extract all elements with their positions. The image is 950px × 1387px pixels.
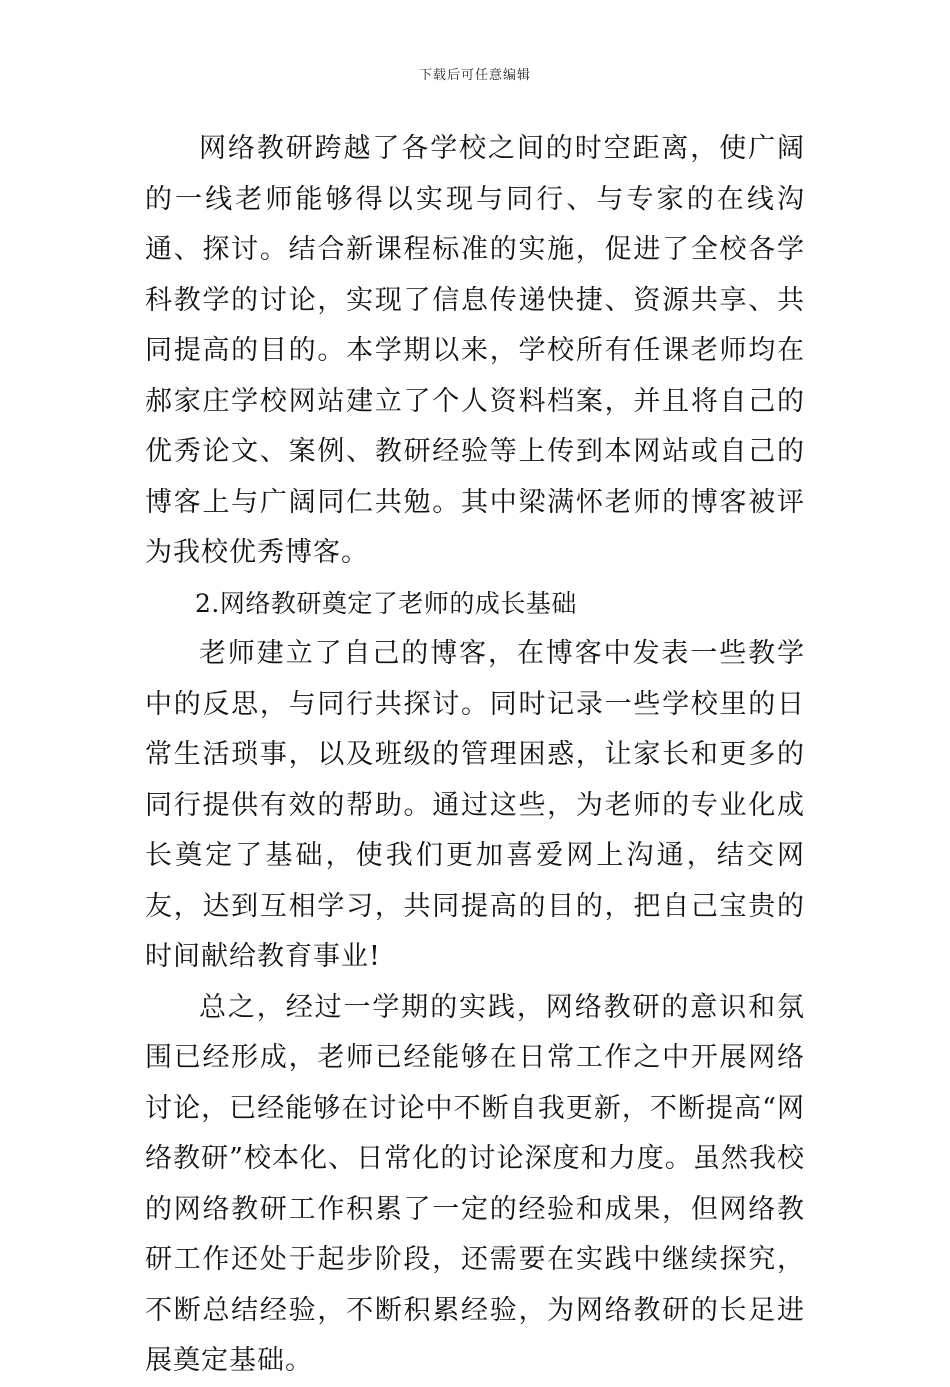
section-heading: 2.网络教研奠定了老师的成长基础 [195,588,577,618]
paragraph-teacher-blogs: 老师建立了自己的博客，在博客中发表一些教学中的反思，与同行共探讨。同时记录一些学校里的日常生活琐事，以及班级的管理困惑，让家长和更多的同行提供有效的帮助。通过这些，为老师的专业化成长奠定了基础，使我们更加喜爱网上沟通，结交网友，达到互相学习，共同提高的目的，把自己宝贵的时间献给教育事业! [145,638,805,972]
page-header-note: 下载后可任意编辑 [418,68,531,83]
paragraph-conclusion: 总之，经过一学期的实践，网络教研的意识和氛围已经形成，老师已经能够在日常工作之中开展网络讨论，已经能够在讨论中不断自我更新，不断提高“网络教研”校本化、日常化的讨论深度和力度。虽然我校的网络教研工作积累了一定的经验和成果，但网络教研工作还处于起步阶段，还需要在实践中继续探究，不断总结经验，不断积累经验，为网络教研的长足进展奠定基础。 [145,991,805,1376]
paragraph-online-research-intro: 网络教研跨越了各学校之间的时空距离，使广阔的一线老师能够得以实现与同行、与专家的在线沟通、探讨。结合新课程标准的实施，促进了全校各学科教学的讨论，实现了信息传递快捷、资源共享、共同提高的目的。本学期以来，学校所有任课老师均在郝家庄学校网站建立了个人资料档案，并且将自己的优秀论文、案例、教研经验等上传到本网站或自己的博客上与广阔同仁共勉。其中梁满怀老师的博客被评为我校优秀博客。 [145,133,805,568]
document-body [145,124,805,1387]
